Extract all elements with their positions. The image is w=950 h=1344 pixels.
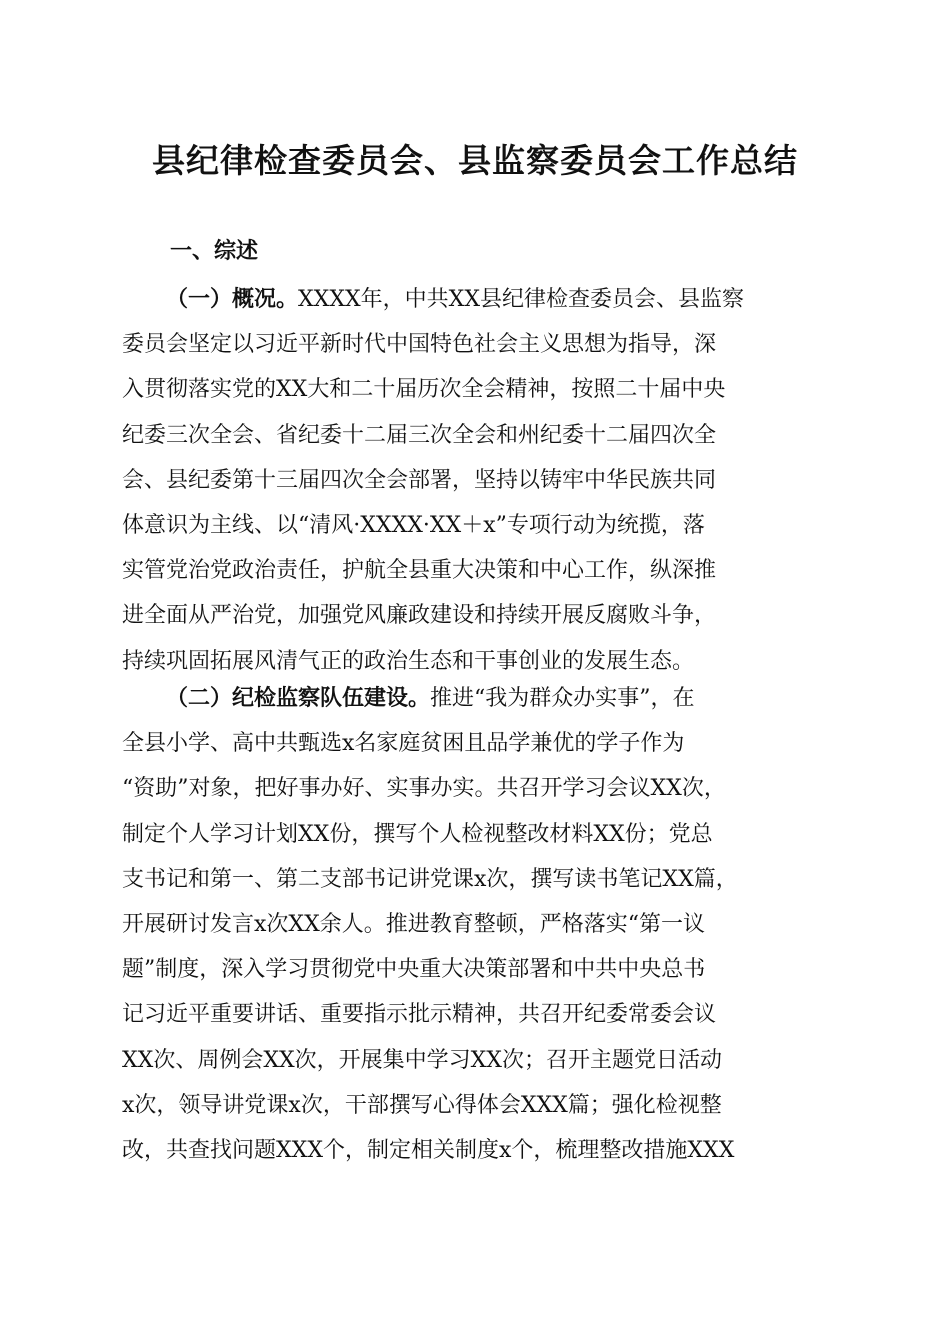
paragraph-line: 题”制度，深入学习贯彻党中央重大决策部署和中共中央总书 xyxy=(122,957,706,983)
paragraph-line: 体意识为主线、以“清风·XXXX·XX＋x”专项行动为统揽，落 xyxy=(122,512,705,538)
paragraph-line: 记习近平重要讲话、重要指示批示精神，共召开纪委常委会议 xyxy=(122,1002,717,1028)
paragraph-text: 推进“我为群众办实事”，在 xyxy=(430,686,695,711)
paragraph-line: XX次、周例会XX次，开展集中学习XX次；召开主题党日活动 xyxy=(122,1047,722,1073)
paragraph-overview xyxy=(122,277,834,684)
paragraph-line: x次，领导讲党课x次，干部撰写心得体会XXX篇；强化检视整 xyxy=(122,1092,722,1118)
paragraph-line: 委员会坚定以习近平新时代中国特色社会主义思想为指导，深 xyxy=(122,332,717,358)
paragraph-team-building xyxy=(122,676,834,1173)
paragraph-line: 支书记和第一、第二支部书记讲党课x次，撰写读书笔记XX篇， xyxy=(122,866,738,892)
paragraph-line: 入贯彻落实党的XX大和二十届历次全会精神，按照二十届中央 xyxy=(122,377,726,403)
paragraph-line xyxy=(122,277,834,322)
paragraph-line: 纪委三次全会、省纪委十二届三次全会和州纪委十二届四次全 xyxy=(122,422,717,448)
paragraph-line: 全县小学、高中共甄选x名家庭贫困且品学兼优的学子作为 xyxy=(122,731,685,757)
paragraph-lead: （二）纪检监察队伍建设。 xyxy=(166,686,431,711)
paragraph-line: 改，共查找问题XXX个，制定相关制度x个，梳理整改措施XXX xyxy=(122,1137,735,1163)
paragraph-line: 会、县纪委第十三届四次全会部署，坚持以铸牢中华民族共同 xyxy=(122,467,717,493)
paragraph-line xyxy=(122,676,834,721)
paragraph-line: 持续巩固拓展风清气正的政治生态和干事创业的发展生态。 xyxy=(122,648,695,674)
paragraph-lead: （一）概况。 xyxy=(166,287,299,312)
paragraph-line: 开展研讨发言x次XX余人。推进教育整顿，严格落实“第一议 xyxy=(122,911,705,937)
document-title: 县纪律检查委员会、县监察委员会工作总结 xyxy=(152,141,798,180)
paragraph-line: 实管党治党政治责任，护航全县重大决策和中心工作，纵深推 xyxy=(122,558,717,584)
section-heading-overview: 一、综述 xyxy=(170,239,259,264)
paragraph-text: XXXX年，中共XX县纪律检查委员会、县监察 xyxy=(298,287,744,312)
paragraph-line: “资助”对象，把好事办好、实事办实。共召开学习会议XX次， xyxy=(122,776,726,802)
paragraph-line: 进全面从严治党，加强党风廉政建设和持续开展反腐败斗争， xyxy=(122,603,717,629)
paragraph-line: 制定个人学习计划XX份，撰写个人检视整改材料XX份；党总 xyxy=(122,821,713,847)
